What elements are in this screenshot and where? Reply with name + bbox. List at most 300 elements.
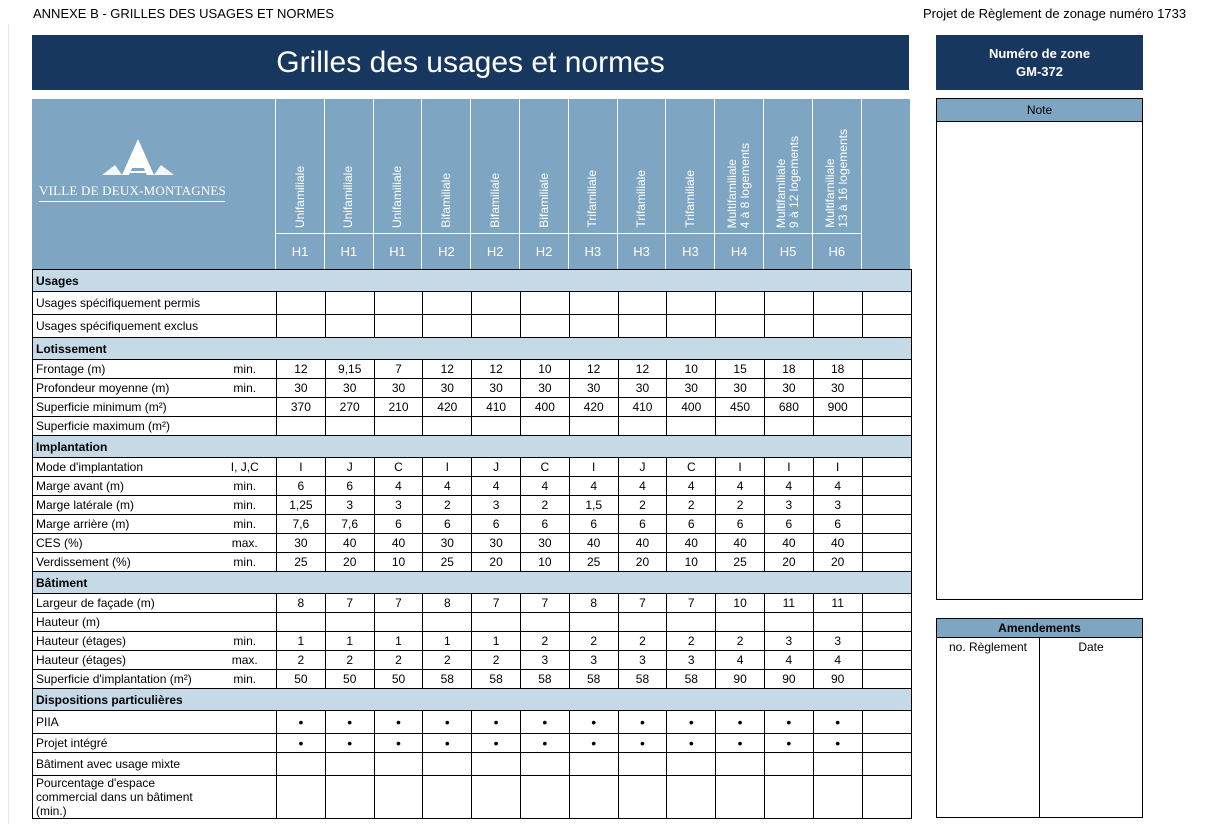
value-cell bbox=[423, 417, 472, 436]
value-cell bbox=[667, 292, 716, 315]
value-cell bbox=[423, 613, 472, 632]
value-cell bbox=[618, 292, 667, 315]
value-cell: 7,6 bbox=[277, 515, 326, 534]
value-cell bbox=[618, 315, 667, 338]
blank-cell bbox=[862, 398, 911, 417]
row-label: Projet intégré bbox=[33, 734, 214, 753]
usage-code: H5 bbox=[764, 233, 812, 269]
note-title: Note bbox=[937, 99, 1142, 122]
usage-name: Multifamiliale 9 à 12 logements bbox=[774, 135, 801, 228]
value-cell: 370 bbox=[277, 398, 326, 417]
value-cell: 2 bbox=[472, 651, 521, 670]
value-cell: 680 bbox=[764, 398, 813, 417]
value-cell bbox=[374, 315, 423, 338]
value-cell: 10 bbox=[667, 360, 716, 379]
value-cell: 10 bbox=[520, 360, 569, 379]
value-cell bbox=[813, 315, 862, 338]
value-cell: • bbox=[325, 734, 374, 753]
value-cell bbox=[813, 417, 862, 436]
section-row bbox=[33, 338, 912, 360]
value-cell: 30 bbox=[618, 379, 667, 398]
value-cell: 20 bbox=[325, 553, 374, 572]
usage-code: H3 bbox=[618, 233, 666, 269]
value-cell bbox=[667, 776, 716, 819]
city-logo-text: VILLE DE DEUX-MONTAGNES bbox=[39, 183, 226, 198]
value-cell bbox=[374, 417, 423, 436]
value-cell: 1 bbox=[277, 632, 326, 651]
value-cell: 20 bbox=[618, 553, 667, 572]
value-cell: 4 bbox=[569, 477, 618, 496]
value-cell: 270 bbox=[325, 398, 374, 417]
city-logo bbox=[32, 137, 275, 217]
row-unit bbox=[214, 315, 277, 338]
usage-name-cell bbox=[764, 99, 812, 233]
value-cell bbox=[325, 753, 374, 776]
table-row bbox=[33, 292, 912, 315]
value-cell: 10 bbox=[667, 553, 716, 572]
value-cell bbox=[325, 613, 374, 632]
value-cell: 410 bbox=[618, 398, 667, 417]
blank-cell bbox=[862, 651, 911, 670]
value-cell: 30 bbox=[569, 379, 618, 398]
blank-cell bbox=[862, 753, 911, 776]
row-label: Pourcentage d'espace commercial dans un bâtiment (min.) bbox=[33, 776, 214, 819]
usage-column-header bbox=[275, 99, 324, 269]
value-cell: 1,5 bbox=[569, 496, 618, 515]
value-cell bbox=[813, 613, 862, 632]
value-cell: 3 bbox=[764, 496, 813, 515]
usage-name-cell bbox=[374, 99, 422, 233]
section-title: Implantation bbox=[33, 436, 912, 458]
usage-code: H1 bbox=[325, 233, 373, 269]
value-cell bbox=[277, 417, 326, 436]
table-row bbox=[33, 670, 912, 689]
amendments-title: Amendements bbox=[937, 619, 1142, 638]
value-cell bbox=[764, 417, 813, 436]
value-cell: • bbox=[277, 734, 326, 753]
value-cell: • bbox=[716, 734, 765, 753]
section-title: Bâtiment bbox=[33, 572, 912, 594]
blank-cell bbox=[862, 417, 911, 436]
value-cell: 2 bbox=[374, 651, 423, 670]
row-label: Marge arrière (m) bbox=[33, 515, 214, 534]
value-cell bbox=[472, 776, 521, 819]
value-cell: 3 bbox=[325, 496, 374, 515]
value-cell: 4 bbox=[618, 477, 667, 496]
usage-name: Unifamiliale bbox=[390, 165, 405, 228]
value-cell: 7 bbox=[520, 594, 569, 613]
blank-cell bbox=[862, 670, 911, 689]
value-cell: 40 bbox=[325, 534, 374, 553]
value-cell: 4 bbox=[423, 477, 472, 496]
blank-cell bbox=[862, 594, 911, 613]
row-unit bbox=[214, 594, 277, 613]
value-cell: 2 bbox=[277, 651, 326, 670]
table-row bbox=[33, 398, 912, 417]
value-cell bbox=[569, 776, 618, 819]
value-cell bbox=[423, 776, 472, 819]
value-cell bbox=[423, 315, 472, 338]
usage-name: Multifamiliale 4 à 8 logements bbox=[725, 142, 753, 228]
blank-cell bbox=[862, 360, 911, 379]
amendments-date-column: Date bbox=[1039, 638, 1142, 817]
value-cell: 11 bbox=[813, 594, 862, 613]
usage-name: Unifamiliale bbox=[292, 165, 307, 228]
usage-column-header bbox=[470, 99, 519, 269]
zone-label: Numéro de zone bbox=[988, 45, 1091, 61]
value-cell: 10 bbox=[374, 553, 423, 572]
row-unit bbox=[214, 753, 277, 776]
value-cell: 30 bbox=[667, 379, 716, 398]
value-cell: 2 bbox=[618, 632, 667, 651]
value-cell bbox=[325, 776, 374, 819]
value-cell: • bbox=[618, 734, 667, 753]
value-cell: • bbox=[423, 734, 472, 753]
row-unit: min. bbox=[214, 360, 277, 379]
value-cell: 7 bbox=[374, 594, 423, 613]
value-cell: 400 bbox=[667, 398, 716, 417]
usage-code: H2 bbox=[471, 233, 519, 269]
usage-name: Bifamiliale bbox=[438, 173, 453, 228]
value-cell: 20 bbox=[764, 553, 813, 572]
usage-name: Multifamiliale 13 à 16 logements bbox=[822, 129, 850, 228]
value-cell bbox=[667, 753, 716, 776]
value-cell bbox=[325, 292, 374, 315]
value-cell: 40 bbox=[764, 534, 813, 553]
row-label: Mode d'implantation bbox=[33, 458, 214, 477]
value-cell bbox=[277, 315, 326, 338]
value-cell: 12 bbox=[277, 360, 326, 379]
value-cell: 50 bbox=[374, 670, 423, 689]
value-cell: 30 bbox=[716, 379, 765, 398]
value-cell: 2 bbox=[716, 496, 765, 515]
value-cell bbox=[325, 315, 374, 338]
value-cell bbox=[569, 417, 618, 436]
value-cell: 7 bbox=[667, 594, 716, 613]
table-row bbox=[33, 594, 912, 613]
value-cell: • bbox=[520, 711, 569, 734]
page-edge-rule bbox=[8, 24, 9, 824]
row-unit: min. bbox=[214, 477, 277, 496]
section-title: Usages bbox=[33, 270, 912, 292]
value-cell: 58 bbox=[667, 670, 716, 689]
value-cell: • bbox=[277, 711, 326, 734]
table-row bbox=[33, 753, 912, 776]
value-cell bbox=[716, 753, 765, 776]
value-cell: I bbox=[764, 458, 813, 477]
value-cell: 2 bbox=[325, 651, 374, 670]
value-cell: • bbox=[667, 734, 716, 753]
value-cell: 400 bbox=[520, 398, 569, 417]
value-cell: 4 bbox=[716, 477, 765, 496]
value-cell bbox=[764, 613, 813, 632]
value-cell: 450 bbox=[716, 398, 765, 417]
value-cell bbox=[520, 776, 569, 819]
value-cell bbox=[520, 417, 569, 436]
value-cell bbox=[472, 292, 521, 315]
value-cell: 4 bbox=[520, 477, 569, 496]
row-unit: min. bbox=[214, 670, 277, 689]
value-cell: 40 bbox=[618, 534, 667, 553]
row-label: Largeur de façade (m) bbox=[33, 594, 214, 613]
value-cell bbox=[716, 315, 765, 338]
value-cell: 12 bbox=[423, 360, 472, 379]
row-unit bbox=[214, 613, 277, 632]
bylaw-header: Projet de Règlement de zonage numéro 1733 bbox=[923, 6, 1187, 21]
value-cell: • bbox=[764, 734, 813, 753]
value-cell: 30 bbox=[277, 379, 326, 398]
usage-name: Trifamiliale bbox=[682, 170, 697, 228]
value-cell: 58 bbox=[520, 670, 569, 689]
value-cell: • bbox=[374, 711, 423, 734]
row-unit bbox=[214, 292, 277, 315]
value-cell: 15 bbox=[716, 360, 765, 379]
blank-cell bbox=[862, 776, 911, 819]
value-cell bbox=[520, 613, 569, 632]
row-label: Usages spécifiquement exclus bbox=[33, 315, 214, 338]
usage-column-header bbox=[421, 99, 470, 269]
value-cell: J bbox=[472, 458, 521, 477]
value-cell: • bbox=[374, 734, 423, 753]
value-cell: 1,25 bbox=[277, 496, 326, 515]
value-cell: J bbox=[325, 458, 374, 477]
value-cell: 2 bbox=[520, 496, 569, 515]
blank-cell bbox=[862, 734, 911, 753]
value-cell bbox=[472, 315, 521, 338]
value-cell bbox=[423, 753, 472, 776]
value-cell: 1 bbox=[423, 632, 472, 651]
amendments-panel bbox=[936, 618, 1143, 818]
value-cell bbox=[374, 776, 423, 819]
value-cell: I bbox=[569, 458, 618, 477]
row-unit bbox=[214, 398, 277, 417]
value-cell bbox=[569, 292, 618, 315]
blank-cell bbox=[862, 515, 911, 534]
row-label: CES (%) bbox=[33, 534, 214, 553]
value-cell: C bbox=[374, 458, 423, 477]
zone-value: GM-372 bbox=[1016, 63, 1063, 79]
usage-name-cell bbox=[569, 99, 617, 233]
value-cell: 12 bbox=[618, 360, 667, 379]
value-cell: 2 bbox=[716, 632, 765, 651]
blank-cell bbox=[862, 496, 911, 515]
value-cell bbox=[716, 776, 765, 819]
table-row bbox=[33, 734, 912, 753]
value-cell: 6 bbox=[520, 515, 569, 534]
value-cell: 30 bbox=[277, 534, 326, 553]
section-row bbox=[33, 436, 912, 458]
value-cell bbox=[520, 315, 569, 338]
table-row bbox=[33, 534, 912, 553]
table-row bbox=[33, 417, 912, 436]
row-label: Hauteur (étages) bbox=[33, 651, 214, 670]
value-cell: I bbox=[716, 458, 765, 477]
value-cell bbox=[277, 753, 326, 776]
value-cell bbox=[618, 613, 667, 632]
value-cell bbox=[325, 417, 374, 436]
usage-code: H1 bbox=[374, 233, 422, 269]
table-row bbox=[33, 651, 912, 670]
usage-name-cell bbox=[520, 99, 568, 233]
value-cell bbox=[569, 315, 618, 338]
value-cell: I bbox=[813, 458, 862, 477]
value-cell: 6 bbox=[764, 515, 813, 534]
value-cell: 18 bbox=[813, 360, 862, 379]
value-cell: 12 bbox=[569, 360, 618, 379]
value-cell: 8 bbox=[569, 594, 618, 613]
value-cell: 58 bbox=[618, 670, 667, 689]
value-cell: • bbox=[667, 711, 716, 734]
value-cell: 7 bbox=[374, 360, 423, 379]
value-cell bbox=[472, 613, 521, 632]
value-cell: 30 bbox=[520, 534, 569, 553]
value-cell: 3 bbox=[520, 651, 569, 670]
value-cell: • bbox=[764, 711, 813, 734]
value-cell bbox=[764, 753, 813, 776]
table-row bbox=[33, 776, 912, 819]
value-cell: 6 bbox=[325, 477, 374, 496]
row-unit: max. bbox=[214, 651, 277, 670]
usage-name-cell bbox=[618, 99, 666, 233]
value-cell: 18 bbox=[764, 360, 813, 379]
usage-name-cell bbox=[813, 99, 861, 233]
usage-column-header bbox=[324, 99, 373, 269]
value-cell: 6 bbox=[569, 515, 618, 534]
value-cell: 2 bbox=[618, 496, 667, 515]
value-cell: 420 bbox=[423, 398, 472, 417]
value-cell: 6 bbox=[716, 515, 765, 534]
value-cell: 58 bbox=[569, 670, 618, 689]
value-cell: 6 bbox=[618, 515, 667, 534]
value-cell: 3 bbox=[764, 632, 813, 651]
value-cell: 7 bbox=[325, 594, 374, 613]
value-cell: 30 bbox=[423, 379, 472, 398]
value-cell: 40 bbox=[716, 534, 765, 553]
annex-header: ANNEXE B - GRILLES DES USAGES ET NORMES bbox=[33, 6, 335, 21]
value-cell bbox=[472, 417, 521, 436]
value-cell bbox=[764, 315, 813, 338]
value-cell: 8 bbox=[277, 594, 326, 613]
value-cell: 1 bbox=[374, 632, 423, 651]
usage-code: H2 bbox=[520, 233, 568, 269]
value-cell bbox=[569, 613, 618, 632]
value-cell: 3 bbox=[618, 651, 667, 670]
usage-name-cell bbox=[471, 99, 519, 233]
value-cell bbox=[374, 753, 423, 776]
section-row bbox=[33, 572, 912, 594]
standards-grid bbox=[32, 269, 912, 819]
usage-name: Trifamiliale bbox=[634, 170, 649, 228]
value-cell: 30 bbox=[764, 379, 813, 398]
value-cell bbox=[618, 776, 667, 819]
value-cell bbox=[374, 613, 423, 632]
blank-cell bbox=[862, 711, 911, 734]
row-label: PIIA bbox=[33, 711, 214, 734]
table-row bbox=[33, 360, 912, 379]
row-label: Superficie d'implantation (m²) bbox=[33, 670, 214, 689]
usage-name-cell bbox=[715, 99, 763, 233]
row-label: Profondeur moyenne (m) bbox=[33, 379, 214, 398]
table-row bbox=[33, 553, 912, 572]
value-cell bbox=[716, 292, 765, 315]
value-cell bbox=[423, 292, 472, 315]
value-cell: 8 bbox=[423, 594, 472, 613]
amendments-bylaw-column: no. Règlement bbox=[948, 640, 1028, 654]
value-cell: 90 bbox=[764, 670, 813, 689]
row-unit bbox=[214, 776, 277, 819]
value-cell: • bbox=[423, 711, 472, 734]
value-cell: 2 bbox=[520, 632, 569, 651]
value-cell: 7,6 bbox=[325, 515, 374, 534]
usage-column-header bbox=[763, 99, 812, 269]
value-cell: 1 bbox=[472, 632, 521, 651]
blank-cell bbox=[862, 379, 911, 398]
value-cell: 90 bbox=[813, 670, 862, 689]
value-cell: 11 bbox=[764, 594, 813, 613]
blank-cell bbox=[862, 553, 911, 572]
value-cell: • bbox=[325, 711, 374, 734]
value-cell: 3 bbox=[667, 651, 716, 670]
usage-name: Unifamiliale bbox=[341, 165, 356, 228]
value-cell: 58 bbox=[423, 670, 472, 689]
row-unit: min. bbox=[214, 496, 277, 515]
value-cell: • bbox=[813, 734, 862, 753]
value-cell bbox=[520, 753, 569, 776]
row-unit: I, J,C bbox=[214, 458, 277, 477]
row-unit bbox=[214, 734, 277, 753]
table-row bbox=[33, 458, 912, 477]
blank-cell bbox=[862, 315, 911, 338]
value-cell: 9,15 bbox=[325, 360, 374, 379]
usage-column-header bbox=[665, 99, 714, 269]
blank-cell bbox=[862, 458, 911, 477]
row-unit: min. bbox=[214, 632, 277, 651]
value-cell: • bbox=[520, 734, 569, 753]
usage-column-header bbox=[519, 99, 568, 269]
usage-code: H6 bbox=[813, 233, 861, 269]
value-cell: 6 bbox=[374, 515, 423, 534]
value-cell: 30 bbox=[520, 379, 569, 398]
row-label: Frontage (m) bbox=[33, 360, 214, 379]
blank-column-header bbox=[861, 99, 910, 269]
value-cell bbox=[277, 613, 326, 632]
table-row bbox=[33, 496, 912, 515]
blank-cell bbox=[862, 632, 911, 651]
value-cell bbox=[277, 292, 326, 315]
value-cell: 4 bbox=[813, 651, 862, 670]
value-cell bbox=[569, 753, 618, 776]
value-cell: 40 bbox=[667, 534, 716, 553]
value-cell: 25 bbox=[716, 553, 765, 572]
usage-name-cell bbox=[276, 99, 324, 233]
value-cell: 25 bbox=[423, 553, 472, 572]
value-cell: 3 bbox=[569, 651, 618, 670]
row-label: Marge avant (m) bbox=[33, 477, 214, 496]
table-row bbox=[33, 613, 912, 632]
value-cell: • bbox=[472, 734, 521, 753]
row-label: Marge latérale (m) bbox=[33, 496, 214, 515]
value-cell: 20 bbox=[472, 553, 521, 572]
value-cell: C bbox=[667, 458, 716, 477]
value-cell: 3 bbox=[813, 496, 862, 515]
row-label: Bâtiment avec usage mixte bbox=[33, 753, 214, 776]
value-cell: 210 bbox=[374, 398, 423, 417]
value-cell bbox=[667, 613, 716, 632]
row-label: Usages spécifiquement permis bbox=[33, 292, 214, 315]
value-cell: 2 bbox=[423, 496, 472, 515]
usage-code: H2 bbox=[422, 233, 470, 269]
row-label: Superficie minimum (m²) bbox=[33, 398, 214, 417]
